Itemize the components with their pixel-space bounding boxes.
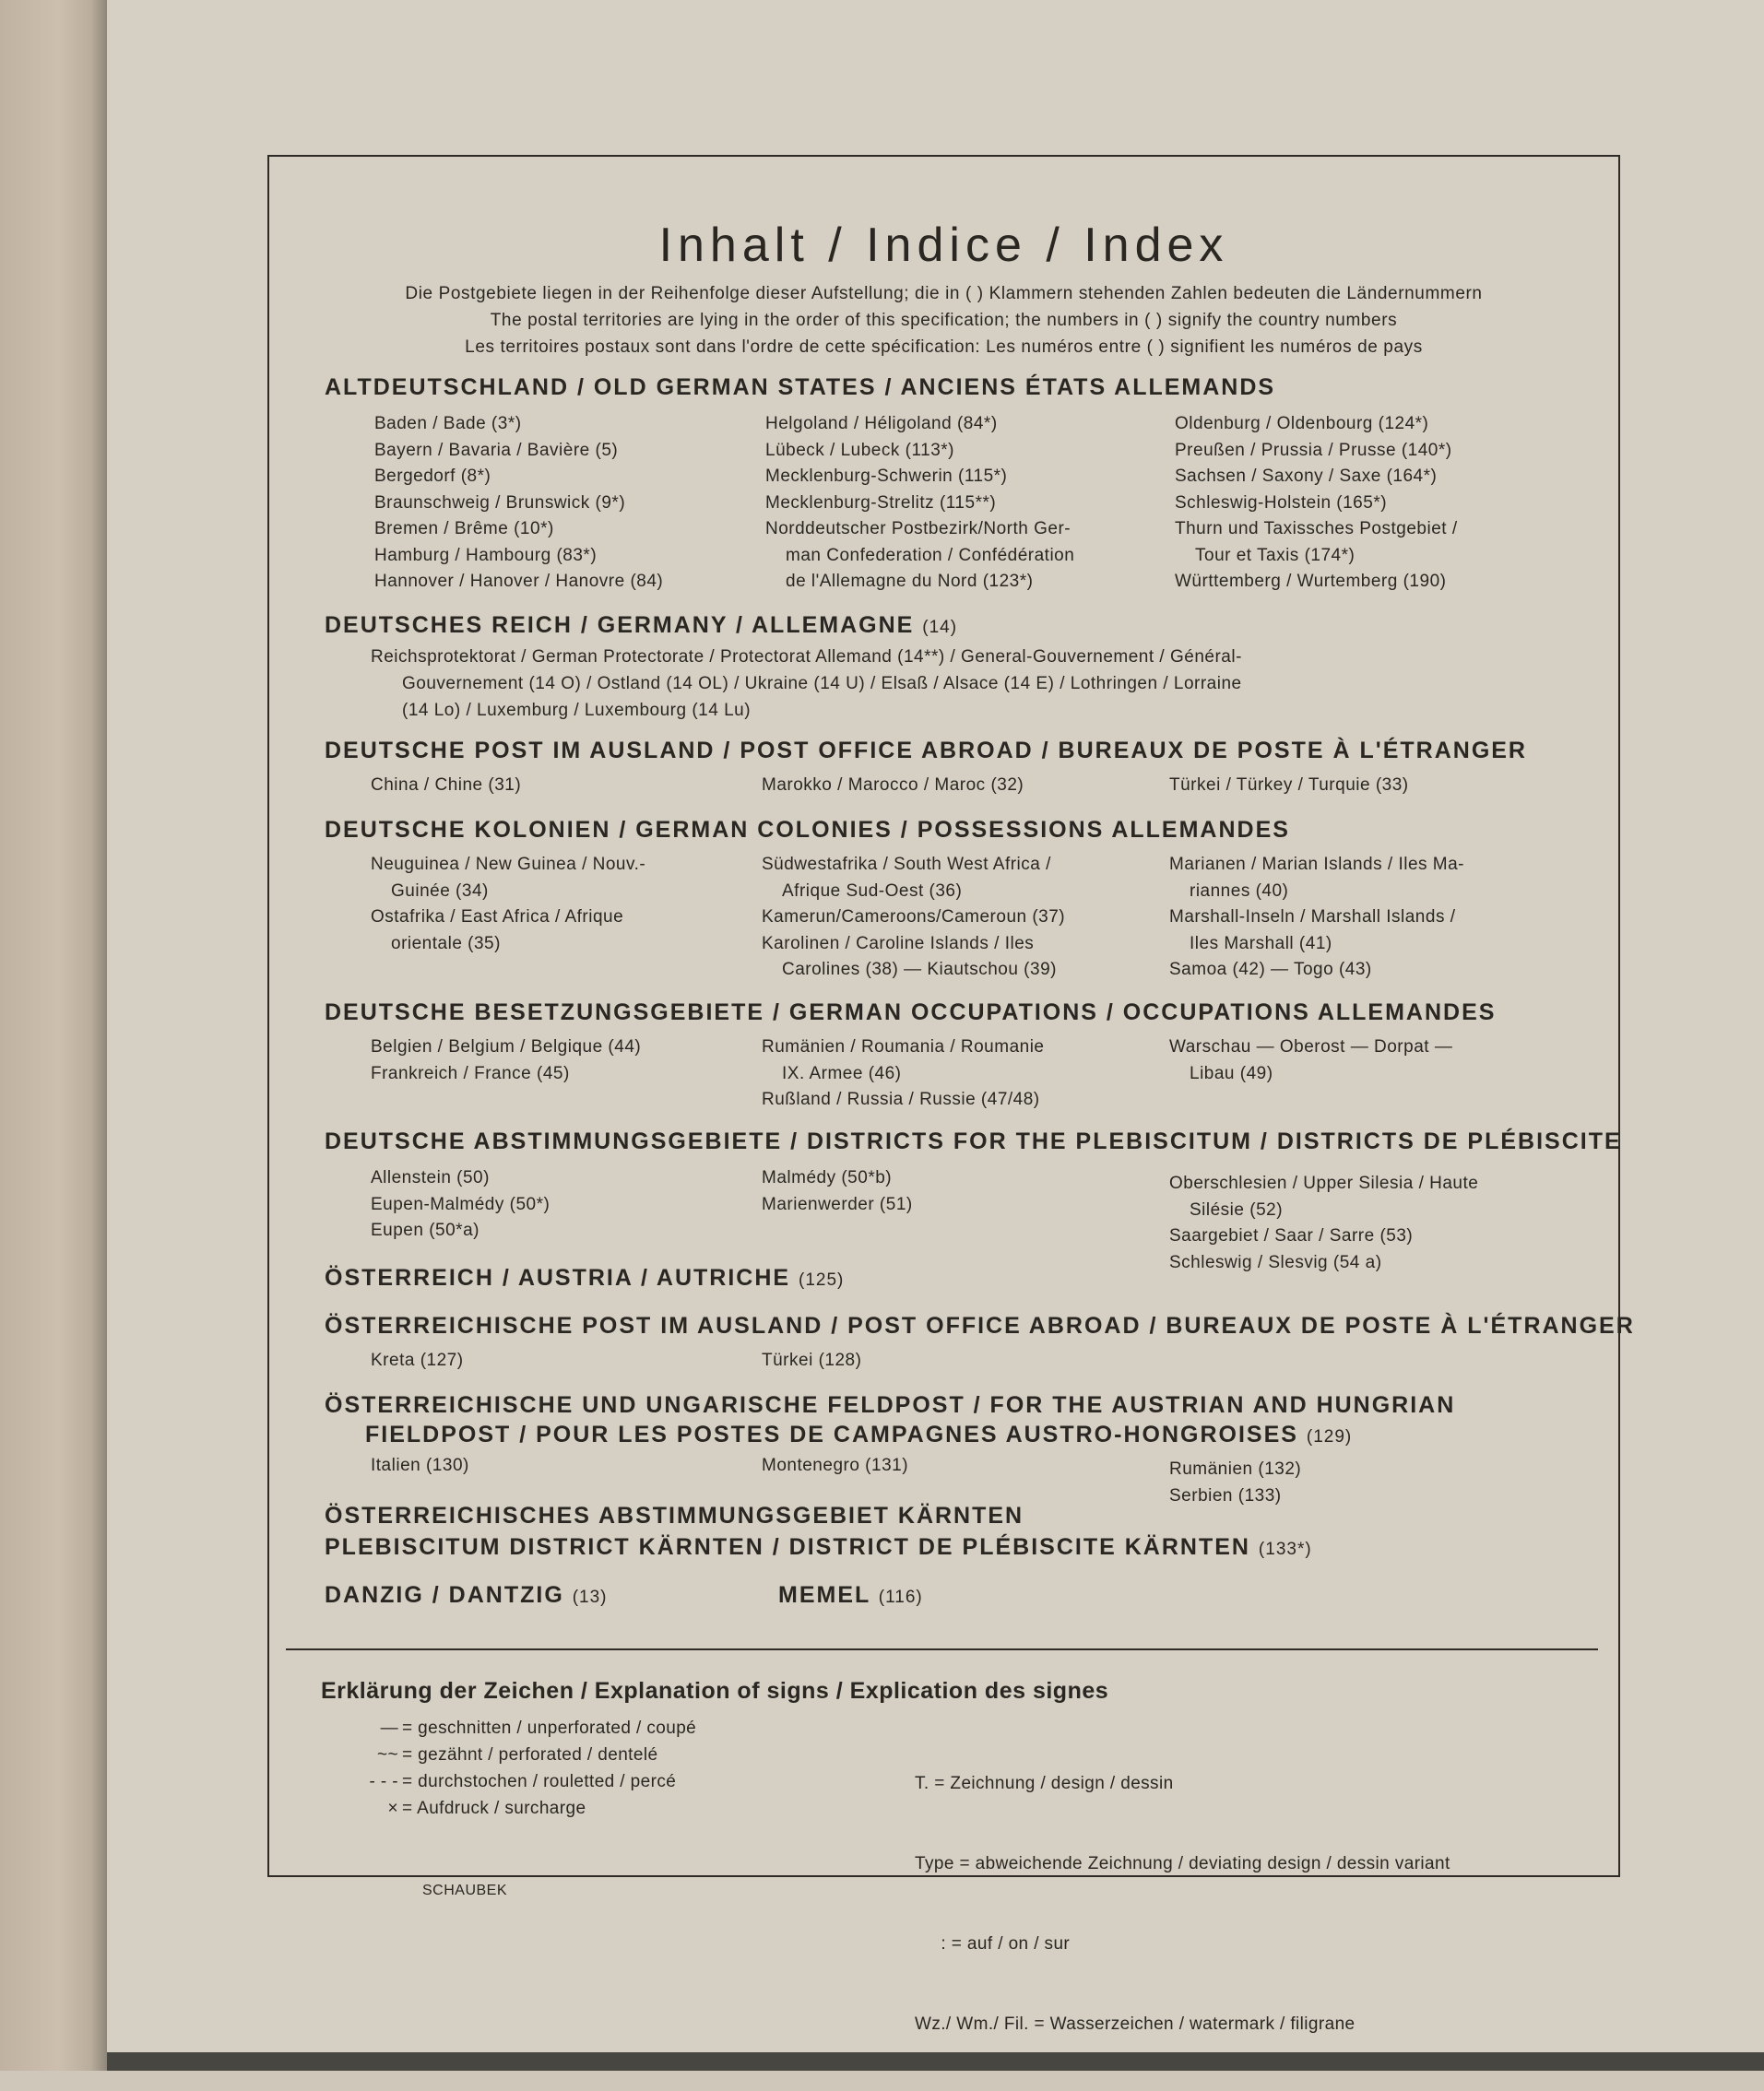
list-item: orientale (35) [391,933,501,953]
sign-item: — = geschnitten / unperforated / coupé [347,1715,696,1742]
list-item: Marianen / Marian Islands / Iles Ma- [1169,855,1465,874]
list-item: Reichsprotektorat / German Protectorate / Protectorat Allemand (14**) / General-Gouvernement / Général- [371,647,1242,667]
list-item: Preußen / Prussia / Prusse (140*) [1175,440,1452,460]
sign-item: T. = Zeichnung / design / dessin [915,1774,1174,1793]
list-item: Rumänien / Roumania / Roumanie [762,1037,1045,1057]
list-item: Gouvernement (14 O) / Ostland (14 OL) / Ukraine (14 U) / Elsaß / Alsace (14 E) / Lothringen / Lorraine [402,674,1242,693]
list-item: Schleswig-Holstein (165*) [1175,492,1388,513]
list-item: Lübeck / Lubeck (113*) [765,440,954,460]
section-heading-kolonien: DEUTSCHE KOLONIEN / GERMAN COLONIES / POSSESSIONS ALLEMANDES [325,817,1290,843]
list-item: Bayern / Bavaria / Bavière (5) [374,440,619,460]
list-item: Sachsen / Saxony / Saxe (164*) [1175,467,1438,486]
page-title: Inhalt / Indice / Index [658,219,1229,272]
list-item: Eupen (50*a) [371,1221,479,1240]
publisher-footer: SCHAUBEK [422,1883,508,1898]
list-item: Warschau — Oberost — Dorpat — [1169,1037,1453,1057]
list-item: Tour et Taxis (174*) [1195,545,1356,565]
intro-german: Die Postgebiete liegen in der Reihenfolge dieser Aufstellung; die in ( ) Klammern stehenden Zahlen bedeuten die Ländernummern [405,284,1483,303]
list-item: Iles Marshall (41) [1190,933,1332,953]
kolonien-col-1 [371,852,645,957]
oe-ausland-col-2 [762,1348,861,1375]
explanation-heading: Erklärung der Zeichen / Explanation of signs / Explication des signes [321,1678,1109,1704]
section-heading-memel: MEMEL (116) [778,1582,923,1608]
intro-french: Les territoires postaux sont dans l'ordre de cette spécification: Les numéros entre ( ) signifient les numéros de pays [465,337,1423,357]
abstimmung-col-1 [371,1165,550,1245]
list-item: Marshall-Inseln / Marshall Islands / [1169,907,1456,927]
oe-ausland-col-1 [371,1348,464,1375]
section-heading-danzig: DANZIG / DANTZIG (13) [325,1582,608,1608]
sign-item: ~~ = gezähnt / perforated / dentelé [347,1742,696,1768]
ausland-col-2 [762,773,1024,799]
list-item: Malmédy (50*b) [762,1168,893,1187]
altdeutschland-col-2 [765,411,1074,596]
section-heading-altdeutschland: ALTDEUTSCHLAND / OLD GERMAN STATES / ANCIENS ÉTATS ALLEMANDS [325,374,1276,400]
list-item: Eupen-Malmédy (50*) [371,1194,551,1214]
list-item: Karolinen / Caroline Islands / Iles [762,933,1035,953]
section-heading-oe-post-ausland: ÖSTERREICHISCHE POST IM AUSLAND / POST OFFICE ABROAD / BUREAUX DE POSTE À L'ÉTRANGER [325,1313,1635,1339]
list-item: Rußland / Russia / Russie (47/48) [762,1090,1040,1109]
kolonien-col-3 [1169,852,1464,984]
feldpost-col-1 [371,1453,469,1480]
list-item: Montenegro (131) [762,1456,909,1475]
list-item: Libau (49) [1190,1063,1273,1083]
sign-item: - - - = durchstochen / rouletted / percé [347,1768,696,1795]
list-item: Braunschweig / Brunswick (9*) [374,492,626,513]
list-item: Serbien (133) [1169,1485,1282,1506]
list-item: Bergedorf (8*) [374,467,491,486]
list-item: China / Chine (31) [371,775,522,795]
sign-symbol: × [387,1799,398,1818]
feldpost-col-2 [762,1453,908,1480]
explanation-left [347,1715,696,1822]
explanation-right [915,1717,1450,2091]
list-item: Ostafrika / East Africa / Afrique [371,907,624,927]
book-spine [0,0,107,2071]
list-item: Südwestafrika / South West Africa / [762,855,1051,874]
list-item: Saargebiet / Saar / Sarre (53) [1169,1226,1414,1246]
list-item: IX. Armee (46) [782,1063,902,1083]
list-item: Silésie (52) [1190,1199,1284,1220]
abstimmung-col-3 [1169,1171,1478,1276]
ausland-col-1 [371,773,521,799]
section-heading-feldpost: ÖSTERREICHISCHE UND UNGARISCHE FELDPOST / FOR THE AUSTRIAN AND HUNGRIAN [325,1392,1456,1418]
besetzung-col-3 [1169,1034,1452,1087]
sign-item: Type = abweichende Zeichnung / deviating design / dessin variant [915,1854,1450,1873]
list-item: Marokko / Marocco / Maroc (32) [762,775,1024,795]
list-item: Guinée (34) [391,880,489,901]
list-item: Norddeutscher Postbezirk/North Ger- [765,519,1071,538]
list-item: Carolines (38) — Kiautschou (39) [782,960,1057,979]
list-item: Afrique Sud-Oest (36) [782,880,963,901]
list-item: Helgoland / Héligoland (84*) [765,414,998,433]
list-item: de l'Allemagne du Nord (123*) [786,572,1034,591]
list-item: Kreta (127) [371,1351,464,1370]
sign-item: × = Aufdruck / surcharge [347,1795,696,1822]
section-heading-deutsches-reich: DEUTSCHES REICH / GERMANY / ALLEMAGNE (14) [325,612,958,638]
section-heading-feldpost-cont: FIELDPOST / POUR LES POSTES DE CAMPAGNES AUSTRO-HONGROISES (129) [365,1422,1353,1447]
list-item: Allenstein (50) [371,1168,490,1187]
sign-item: Wz./ Wm./ Fil. = Wasserzeichen / watermark / filigrane [915,2014,1356,2034]
list-item: Belgien / Belgium / Belgique (44) [371,1037,642,1057]
list-item: Türkei (128) [762,1351,862,1370]
kolonien-col-2 [762,852,1065,984]
list-item: Mecklenburg-Strelitz (115**) [765,492,997,513]
abstimmung-col-2 [762,1165,913,1218]
list-item: Marienwerder (51) [762,1194,913,1214]
besetzung-col-1 [371,1034,641,1087]
reich-entries [371,644,1545,724]
list-item: Schleswig / Slesvig (54 a) [1169,1252,1382,1272]
section-heading-kaernten-cont: PLEBISCITUM DISTRICT KÄRNTEN / DISTRICT DE PLÉBISCITE KÄRNTEN (133*) [325,1534,1312,1560]
list-item: Mecklenburg-Schwerin (115*) [765,467,1008,486]
section-heading-abstimmungsgebiete: DEUTSCHE ABSTIMMUNGSGEBIETE / DISTRICTS FOR THE PLEBISCITUM / DISTRICTS DE PLÉBISCITE [325,1128,1622,1154]
besetzung-col-2 [762,1034,1045,1114]
section-heading-kaernten: ÖSTERREICHISCHES ABSTIMMUNGSGEBIET KÄRNTEN [325,1503,1024,1529]
bottom-shadow [107,2052,1764,2071]
list-item: Bremen / Brême (10*) [374,519,554,538]
altdeutschland-col-3 [1175,411,1458,596]
list-item: Württemberg / Wurtemberg (190) [1175,572,1447,591]
list-item: (14 Lo) / Luxemburg / Luxembourg (14 Lu) [402,701,752,720]
list-item: Oberschlesien / Upper Silesia / Haute [1169,1174,1479,1193]
list-item: Türkei / Türkey / Turquie (33) [1169,775,1409,795]
sign-symbol: — [380,1719,398,1738]
list-item: riannes (40) [1190,880,1289,901]
list-item: Frankreich / France (45) [371,1063,570,1083]
feldpost-col-3 [1169,1457,1301,1509]
intro-text [291,280,1596,360]
section-heading-besetzungsgebiete: DEUTSCHE BESETZUNGSGEBIETE / GERMAN OCCUPATIONS / OCCUPATIONS ALLEMANDES [325,999,1497,1025]
section-heading-oesterreich: ÖSTERREICH / AUSTRIA / AUTRICHE (125) [325,1265,845,1291]
list-item: Hannover / Hanover / Hanovre (84) [374,572,664,591]
list-item: Kamerun/Cameroons/Cameroun (37) [762,907,1066,927]
ausland-col-3 [1169,773,1409,799]
section-heading-post-ausland: DEUTSCHE POST IM AUSLAND / POST OFFICE ABROAD / BUREAUX DE POSTE À L'ÉTRANGER [325,738,1527,763]
list-item: Baden / Bade (3*) [374,414,522,433]
list-item: Rumänien (132) [1169,1459,1302,1479]
sign-symbol: ~~ [377,1745,398,1765]
index-page [107,0,1764,2052]
sign-item: : = auf / on / sur [915,1934,1071,1954]
list-item: Hamburg / Hambourg (83*) [374,545,598,565]
divider [286,1648,1598,1650]
list-item: Thurn und Taxissches Postgebiet / [1175,519,1458,538]
altdeutschland-col-1 [374,411,663,596]
list-item: Neuguinea / New Guinea / Nouv.- [371,855,646,874]
list-item: Italien (130) [371,1456,469,1475]
list-item: Oldenburg / Oldenbourg (124*) [1175,414,1429,433]
sign-symbol: - - - [369,1772,398,1791]
list-item: man Confederation / Confédération [786,545,1075,565]
list-item: Samoa (42) — Togo (43) [1169,960,1372,979]
intro-english: The postal territories are lying in the order of this specification; the numbers in ( ) signify the country numbers [490,311,1398,330]
